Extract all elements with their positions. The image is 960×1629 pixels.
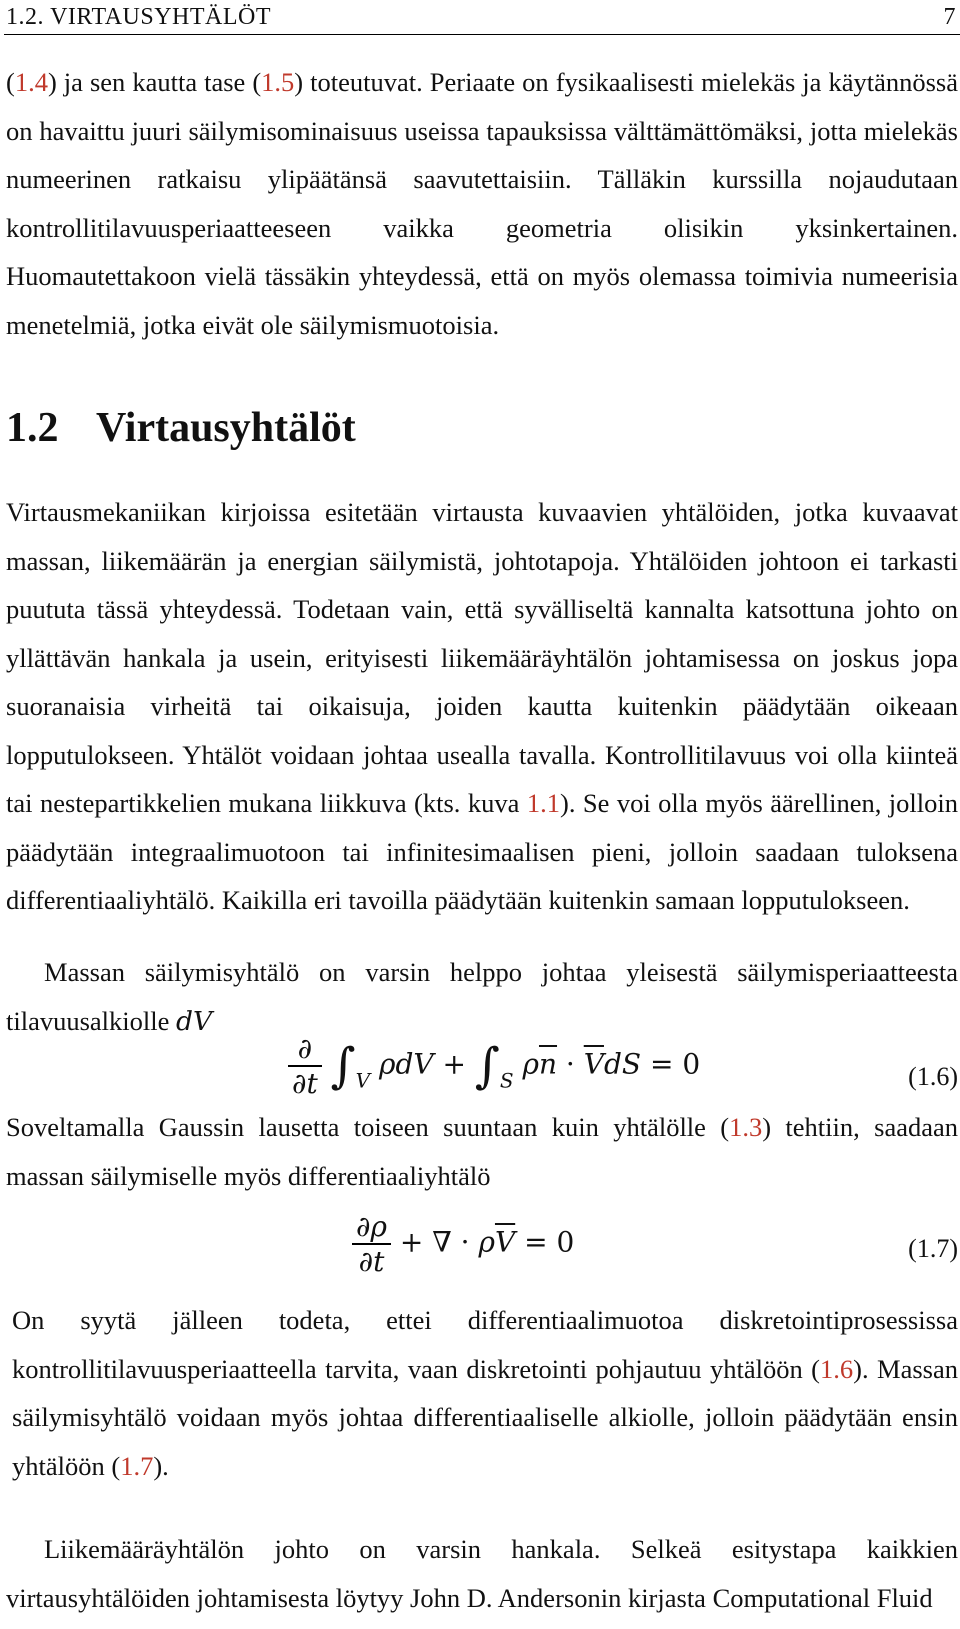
equation-body: $\frac{\partial}{\partial t}$ $\int_V$ $\rho dV + \int_S$ $\rho\overline{n} \cdot \overline{V}dS = 0$ — [288, 1032, 700, 1100]
equation-ref[interactable]: 1.5 — [261, 67, 295, 97]
figure-ref[interactable]: 1.1 — [526, 788, 560, 818]
equation-ref[interactable]: 1.7 — [120, 1450, 154, 1481]
equation-number: (1.6) — [908, 1062, 958, 1091]
equation-ref[interactable]: 1.3 — [729, 1112, 763, 1142]
paragraph-1: (1.4) ja sen kautta tase (1.5) toteutuvat. Periaate on fysikaalisesti mielekäs ja käytännössä on havaittu juuri säilymisominaisuus useissa tapauksissa välttämättömäksi, jotta mielekäs numeerinen ratkaisu ylipäätänsä saavutettaisiin. Tälläkin kurssilla nojaudutaan kontrollitilavuusperiaatteeseen vaikka geometria olisikin yksinkertainen. Huomautettakoon vielä tässäkin yhteydessä, että on myös olemassa toimivia numeerisia menetelmiä, jotka eivät ole säilymismuotoisia. — [6, 67, 958, 340]
paragraph-3: Massan säilymisyhtälö on varsin helppo johtaa yleisestä säilymisperiaatteesta tilavuusalkiolle dV — [6, 957, 958, 1037]
equation-number: (1.7) — [908, 1234, 958, 1263]
equation-ref[interactable]: 1.6 — [820, 1353, 854, 1384]
paragraph-2: Virtausmekaniikan kirjoissa esitetään virtausta kuvaavien yhtälöiden, jotka kuvaavat massan, liikemäärän ja energian säilymistä, johtotapoja. Yhtälöiden johtoon ei tarkasti puututa tässä yhteydessä. Todetaan vain, että syvälliseltä kannalta katsottuna johto on yllättävän hankala ja usein, erityisesti liikemääräyhtälön johtamisessa on joskus jopa suoranaisia virheitä tai oikaisuja, joiden kautta kuitenkin päädytään oikeaan lopputulokseen. Yhtälöt voidaan johtaa usealla tavalla. Kontrollitilavuus voi olla kiinteä tai nestepartikkelien mukana liikkuva (kts. kuva 1.1). Se voi olla myös äärellinen, jolloin päädytään integraalimuotoon tai infinitesimaalisen pieni, jolloin saadaan tuloksena differentiaaliyhtälö. Kaikilla eri tavoilla päädytään kuitenkin samaan lopputulokseen. — [6, 497, 959, 915]
section-heading — [6, 404, 356, 452]
equation-1-7 — [0, 1210, 960, 1300]
paragraph-4: Soveltamalla Gaussin lausetta toiseen suuntaan kuin yhtälölle (1.3) tehtiin, saadaan massan säilymiselle myös differentiaaliyhtälö — [6, 1112, 958, 1191]
equation-body: $\frac{\partial\rho}{\partial t}$ + ∇ · $\rho\overline{V} = 0$ — [352, 1210, 574, 1278]
section-number: 1.2 — [6, 405, 59, 451]
header-section-title: 1.2. VIRTAUSYHTÄLÖT — [6, 4, 272, 30]
header-rule — [4, 34, 960, 35]
running-header — [6, 4, 956, 34]
section-title: Virtausyhtälöt — [96, 405, 356, 451]
inline-math-dv: dV — [176, 1005, 213, 1037]
paragraph-6: Liikemääräyhtälön johto on varsin hankala. Selkeä esitystapa kaikkien virtausyhtälöiden johtamisesta löytyy John D. Andersonin kirjasta Computational Fluid — [6, 1534, 958, 1613]
equation-ref[interactable]: 1.4 — [14, 67, 48, 97]
header-page-number: 7 — [943, 4, 956, 30]
paragraph-5: On syytä jälleen todeta, ettei differentiaalimuotoa diskretointiprosessissa kontrollitilavuusperiaatteella tarvita, vaan diskretointi pohjautuu yhtälöön (1.6). Massan säilymisyhtälö voidaan myös johtaa differentiaaliselle alkiolle, jolloin päädytään ensin yhtälöön (1.7). — [12, 1305, 958, 1481]
